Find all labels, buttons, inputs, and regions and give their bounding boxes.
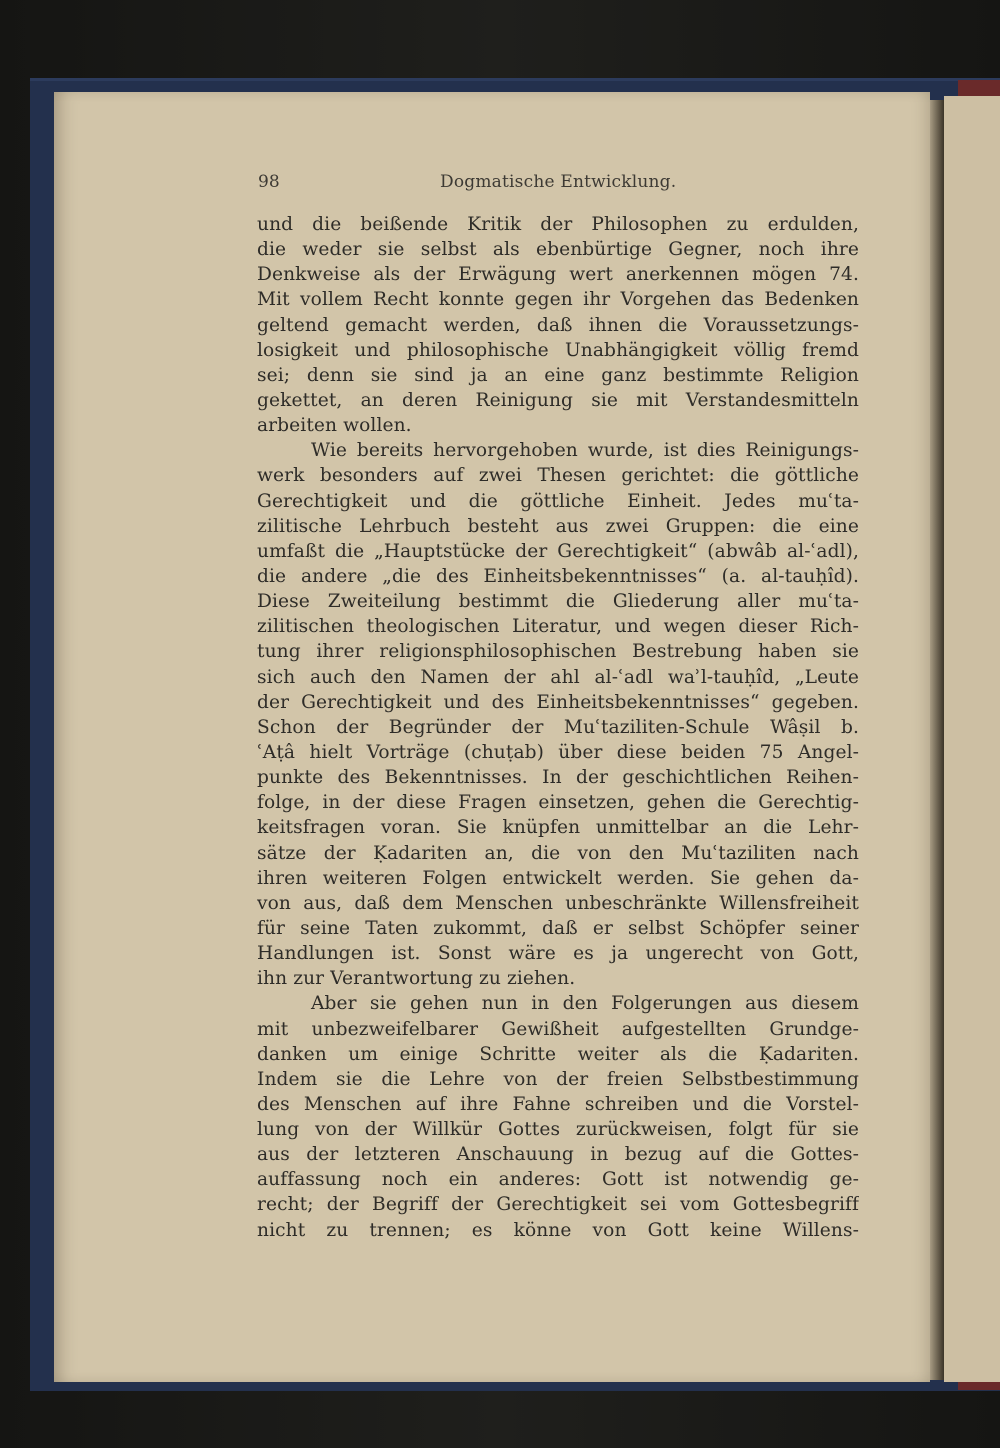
text-line: aus der letzteren Anschauung in bezug auf die Gottes- <box>257 1144 859 1166</box>
running-header <box>258 172 868 196</box>
text-line: folge, in der diese Fragen einsetzen, gehen die Gerechtig- <box>257 792 859 814</box>
text-line: Mit vollem Recht konnte gegen ihr Vorgehen das Bedenken <box>257 289 859 311</box>
text-line: arbeiten wollen. <box>257 415 412 437</box>
text-line: keitsfragen voran. Sie knüpfen unmittelbar an die Lehr- <box>257 817 859 839</box>
text-line: ihren weiteren Folgen entwickelt werden. Sie gehen da- <box>257 867 859 889</box>
text-line: danken um einige Schritte weiter als die Ḳadariten. <box>257 1043 859 1065</box>
text-line: sich auch den Namen der ahl al-ʿadl waʾl-tauḥîd, „Leute <box>257 666 859 688</box>
text-line: auffassung noch ein anderes: Gott ist notwendig ge- <box>257 1169 859 1191</box>
text-line: werk besonders auf zwei Thesen gerichtet: die göttliche <box>257 465 859 487</box>
text-line: Indem sie die Lehre von der freien Selbstbestimmung <box>257 1068 859 1090</box>
text-line: der Gerechtigkeit und des Einheitsbekenntnisses“ gegeben. <box>257 691 859 713</box>
text-line: geltend gemacht werden, daß ihnen die Voraussetzungs- <box>257 314 859 336</box>
text-line: nicht zu trennen; es könne von Gott keine Willens- <box>257 1219 859 1241</box>
text-line: lung von der Willkür Gottes zurückweisen, folgt für sie <box>257 1119 859 1141</box>
text-line: Gerechtigkeit und die göttliche Einheit. Jedes muʿta- <box>257 490 859 512</box>
text-line: losigkeit und philosophische Unabhängigkeit völlig fremd <box>257 339 859 361</box>
text-line: ʿAṭâ hielt Vorträge (chuṭab) über diese beiden 75 Angel- <box>257 741 859 763</box>
text-line: mit unbezweifelbarer Gewißheit aufgestellten Grundge- <box>257 1018 859 1040</box>
text-line: von aus, daß dem Menschen unbeschränkte Willensfreiheit <box>257 892 859 914</box>
text-line: umfaßt die „Hauptstücke der Gerechtigkeit“ (abwâb al-ʿadl), <box>257 540 859 562</box>
text-line: Schon der Begründer der Muʿtaziliten-Schule Wâṣil b. <box>257 716 859 738</box>
text-line: Diese Zweiteilung bestimmt die Gliederung aller muʿta- <box>257 591 859 613</box>
page-gutter-shadow <box>930 100 944 1380</box>
text-line: des Menschen auf ihre Fahne schreiben und die Vorstel- <box>257 1093 859 1115</box>
text-line: die weder sie selbst als ebenbürtige Gegner, noch ihre <box>257 239 859 261</box>
running-title: Dogmatische Entwicklung. <box>440 172 677 192</box>
page-number: 98 <box>258 172 280 192</box>
text-line: zilitische Lehrbuch besteht aus zwei Gruppen: die eine <box>257 515 859 537</box>
facing-page-edge <box>944 96 1000 1382</box>
text-line: zilitischen theologischen Literatur, und wegen dieser Rich- <box>257 616 859 638</box>
text-line: Handlungen ist. Sonst wäre es ja ungerecht von Gott, <box>257 943 859 965</box>
text-line: ihn zur Verantwortung zu ziehen. <box>257 968 576 990</box>
text-line: Aber sie gehen nun in den Folgerungen aus diesem <box>311 993 859 1015</box>
text-line: tung ihrer religionsphilosophischen Bestrebung haben sie <box>257 641 859 663</box>
text-line: Denkweise als der Erwägung wert anerkennen mögen 74. <box>257 264 859 286</box>
text-line: Wie bereits hervorgehoben wurde, ist dies Reinigungs- <box>311 440 859 462</box>
body-text <box>257 212 859 1243</box>
text-line: die andere „die des Einheitsbekenntnisses“ (a. al-tauḥîd). <box>257 565 859 587</box>
text-line: für seine Taten zukommt, daß er selbst Schöpfer seiner <box>257 917 859 939</box>
text-line: sätze der Ḳadariten an, die von den Muʿtaziliten nach <box>257 842 859 864</box>
text-line: gekettet, an deren Reinigung sie mit Verstandesmitteln <box>257 389 859 411</box>
text-line: punkte des Bekenntnisses. In der geschichtlichen Reihen- <box>257 767 859 789</box>
text-line: und die beißende Kritik der Philosophen zu erdulden, <box>257 214 859 235</box>
text-line: sei; denn sie sind ja an eine ganz bestimmte Religion <box>257 364 859 386</box>
text-line: recht; der Begriff der Gerechtigkeit sei vom Gottesbegriff <box>257 1194 859 1216</box>
